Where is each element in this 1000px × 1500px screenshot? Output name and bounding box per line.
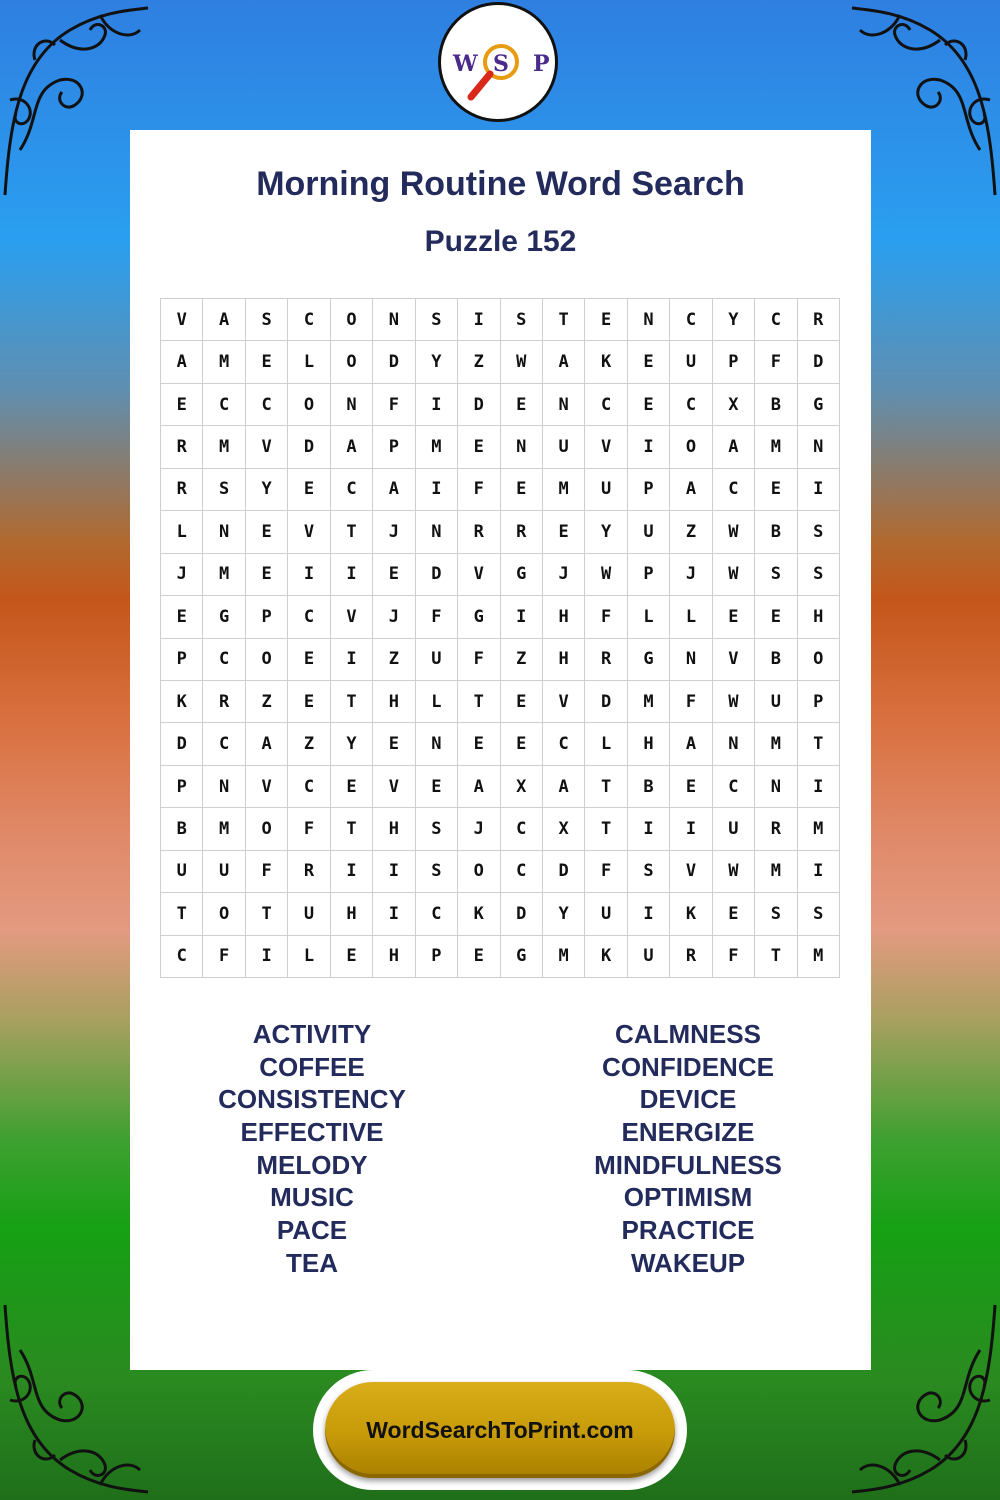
grid-cell[interactable]: G bbox=[458, 596, 500, 638]
grid-cell[interactable]: I bbox=[798, 851, 840, 893]
grid-cell[interactable]: I bbox=[246, 936, 288, 978]
grid-cell[interactable]: C bbox=[161, 936, 203, 978]
grid-cell[interactable]: I bbox=[331, 851, 373, 893]
grid-cell[interactable]: V bbox=[288, 511, 330, 553]
grid-cell[interactable]: F bbox=[713, 936, 755, 978]
grid-cell[interactable]: K bbox=[161, 681, 203, 723]
grid-cell[interactable]: T bbox=[798, 723, 840, 765]
grid-cell[interactable]: E bbox=[501, 681, 543, 723]
grid-cell[interactable]: A bbox=[670, 469, 712, 511]
grid-cell[interactable]: Y bbox=[585, 511, 627, 553]
grid-cell[interactable]: R bbox=[161, 469, 203, 511]
grid-cell[interactable]: E bbox=[628, 341, 670, 383]
grid-cell[interactable]: V bbox=[458, 554, 500, 596]
grid-cell[interactable]: S bbox=[416, 808, 458, 850]
word-item: ACTIVITY bbox=[252, 1019, 372, 1049]
grid-cell[interactable]: V bbox=[670, 851, 712, 893]
grid-cell[interactable]: G bbox=[501, 554, 543, 596]
grid-cell[interactable]: L bbox=[288, 936, 330, 978]
grid-cell[interactable]: G bbox=[501, 936, 543, 978]
grid-cell[interactable]: F bbox=[288, 808, 330, 850]
grid-cell[interactable]: C bbox=[331, 469, 373, 511]
grid-cell[interactable]: F bbox=[373, 384, 415, 426]
grid-cell[interactable]: T bbox=[585, 808, 627, 850]
grid-cell[interactable]: C bbox=[288, 766, 330, 808]
grid-cell[interactable]: E bbox=[331, 766, 373, 808]
grid-cell[interactable]: T bbox=[331, 511, 373, 553]
grid-cell[interactable]: A bbox=[246, 723, 288, 765]
grid-cell[interactable]: H bbox=[543, 639, 585, 681]
grid-cell[interactable]: B bbox=[628, 766, 670, 808]
grid-cell[interactable]: S bbox=[416, 851, 458, 893]
grid-cell[interactable]: E bbox=[501, 384, 543, 426]
word-item: CALMNESS bbox=[615, 1019, 761, 1049]
word-item: DEVICE bbox=[639, 1084, 737, 1115]
grid-cell[interactable]: O bbox=[203, 893, 245, 935]
grid-cell[interactable]: K bbox=[585, 936, 627, 978]
grid-cell[interactable]: C bbox=[203, 639, 245, 681]
word-item: EFFECTIVE bbox=[240, 1117, 384, 1148]
grid-cell[interactable]: P bbox=[373, 426, 415, 468]
grid-cell[interactable]: V bbox=[543, 681, 585, 723]
grid-cell[interactable]: M bbox=[755, 851, 797, 893]
grid-cell[interactable]: U bbox=[670, 341, 712, 383]
grid-cell[interactable]: A bbox=[331, 426, 373, 468]
grid-cell[interactable]: V bbox=[246, 426, 288, 468]
grid-cell[interactable]: E bbox=[246, 554, 288, 596]
grid-cell[interactable]: B bbox=[755, 384, 797, 426]
grid-cell[interactable]: M bbox=[798, 936, 840, 978]
grid-cell[interactable]: P bbox=[628, 469, 670, 511]
grid-cell[interactable]: E bbox=[458, 426, 500, 468]
grid-cell[interactable]: F bbox=[416, 596, 458, 638]
grid-cell[interactable]: P bbox=[628, 554, 670, 596]
grid-cell[interactable]: S bbox=[203, 469, 245, 511]
grid-cell[interactable]: V bbox=[713, 639, 755, 681]
grid-cell[interactable]: C bbox=[416, 893, 458, 935]
grid-cell[interactable]: U bbox=[161, 851, 203, 893]
word-list-right bbox=[538, 1018, 838, 1280]
grid-cell[interactable]: T bbox=[585, 766, 627, 808]
grid-cell[interactable]: R bbox=[458, 511, 500, 553]
page-title: Morning Routine Word Search bbox=[256, 165, 745, 203]
grid-cell[interactable]: N bbox=[373, 299, 415, 341]
grid-cell[interactable]: V bbox=[331, 596, 373, 638]
grid-cell[interactable]: E bbox=[458, 723, 500, 765]
grid-cell[interactable]: A bbox=[543, 766, 585, 808]
grid-cell[interactable]: W bbox=[501, 341, 543, 383]
grid-cell[interactable]: B bbox=[161, 808, 203, 850]
grid-cell[interactable]: M bbox=[798, 808, 840, 850]
grid-cell[interactable]: T bbox=[458, 681, 500, 723]
grid-cell[interactable]: T bbox=[755, 936, 797, 978]
grid-cell[interactable]: S bbox=[501, 299, 543, 341]
grid-cell[interactable]: N bbox=[543, 384, 585, 426]
puzzle-sheet bbox=[130, 130, 871, 1370]
grid-cell[interactable]: N bbox=[501, 426, 543, 468]
grid-cell[interactable]: O bbox=[246, 808, 288, 850]
grid-cell[interactable]: F bbox=[458, 469, 500, 511]
grid-cell[interactable]: F bbox=[755, 341, 797, 383]
grid-cell[interactable]: S bbox=[416, 299, 458, 341]
grid-cell[interactable]: N bbox=[628, 299, 670, 341]
grid-cell[interactable]: M bbox=[416, 426, 458, 468]
grid-cell[interactable]: S bbox=[798, 554, 840, 596]
grid-cell[interactable]: L bbox=[585, 723, 627, 765]
grid-cell[interactable]: Y bbox=[246, 469, 288, 511]
grid-cell[interactable]: T bbox=[331, 808, 373, 850]
grid-cell[interactable]: E bbox=[628, 384, 670, 426]
site-link-label[interactable]: WordSearchToPrint.com bbox=[325, 1382, 675, 1478]
logo-letter-p: P bbox=[533, 51, 550, 77]
grid-cell[interactable]: Y bbox=[713, 299, 755, 341]
corner-ornament-bottom-right bbox=[850, 1300, 1000, 1500]
grid-cell[interactable]: Z bbox=[373, 639, 415, 681]
grid-cell[interactable]: E bbox=[670, 766, 712, 808]
grid-cell[interactable]: E bbox=[161, 596, 203, 638]
grid-cell[interactable]: M bbox=[203, 426, 245, 468]
grid-cell[interactable]: I bbox=[373, 893, 415, 935]
grid-cell[interactable]: V bbox=[373, 766, 415, 808]
grid-cell[interactable]: P bbox=[161, 639, 203, 681]
grid-cell[interactable]: C bbox=[585, 384, 627, 426]
grid-cell[interactable]: H bbox=[628, 723, 670, 765]
grid-cell[interactable]: G bbox=[628, 639, 670, 681]
grid-cell[interactable]: O bbox=[458, 851, 500, 893]
grid-cell[interactable]: A bbox=[161, 341, 203, 383]
grid-cell[interactable]: M bbox=[203, 554, 245, 596]
grid-cell[interactable]: H bbox=[543, 596, 585, 638]
grid-cell[interactable]: C bbox=[501, 851, 543, 893]
grid-cell[interactable]: D bbox=[161, 723, 203, 765]
grid-cell[interactable]: O bbox=[670, 426, 712, 468]
grid-cell[interactable]: L bbox=[628, 596, 670, 638]
grid-cell[interactable]: G bbox=[203, 596, 245, 638]
grid-cell[interactable]: Z bbox=[458, 341, 500, 383]
grid-cell[interactable]: D bbox=[458, 384, 500, 426]
grid-cell[interactable]: N bbox=[203, 511, 245, 553]
grid-cell[interactable]: T bbox=[331, 681, 373, 723]
grid-cell[interactable]: X bbox=[713, 384, 755, 426]
grid-cell[interactable]: I bbox=[416, 469, 458, 511]
grid-cell[interactable]: H bbox=[798, 596, 840, 638]
grid-cell[interactable]: F bbox=[203, 936, 245, 978]
grid-cell[interactable]: H bbox=[373, 936, 415, 978]
grid-cell[interactable]: U bbox=[585, 893, 627, 935]
grid-cell[interactable]: D bbox=[543, 851, 585, 893]
grid-cell[interactable]: Z bbox=[501, 639, 543, 681]
grid-cell[interactable]: M bbox=[543, 469, 585, 511]
grid-cell[interactable]: N bbox=[755, 766, 797, 808]
grid-cell[interactable]: I bbox=[628, 808, 670, 850]
word-item: WAKEUP bbox=[630, 1247, 746, 1278]
site-link-button[interactable] bbox=[313, 1370, 687, 1490]
wsp-logo[interactable] bbox=[438, 2, 558, 122]
grid-cell[interactable]: N bbox=[670, 639, 712, 681]
grid-cell[interactable]: S bbox=[798, 511, 840, 553]
corner-ornament-bottom-left bbox=[0, 1300, 150, 1500]
grid-cell[interactable]: E bbox=[246, 341, 288, 383]
grid-cell[interactable]: T bbox=[246, 893, 288, 935]
grid-cell[interactable]: E bbox=[501, 723, 543, 765]
grid-cell[interactable]: I bbox=[331, 554, 373, 596]
grid-cell[interactable]: F bbox=[670, 681, 712, 723]
grid-cell[interactable]: C bbox=[203, 723, 245, 765]
grid-cell[interactable]: M bbox=[628, 681, 670, 723]
grid-cell[interactable]: D bbox=[501, 893, 543, 935]
grid-cell[interactable]: E bbox=[501, 469, 543, 511]
grid-cell[interactable]: F bbox=[585, 851, 627, 893]
grid-cell[interactable]: E bbox=[416, 766, 458, 808]
grid-cell[interactable]: A bbox=[543, 341, 585, 383]
grid-cell[interactable]: J bbox=[670, 554, 712, 596]
grid-cell[interactable]: E bbox=[755, 469, 797, 511]
grid-cell[interactable]: U bbox=[585, 469, 627, 511]
grid-cell[interactable]: I bbox=[288, 554, 330, 596]
grid-cell[interactable]: P bbox=[798, 681, 840, 723]
word-item: PACE bbox=[276, 1215, 348, 1246]
grid-cell[interactable]: Y bbox=[331, 723, 373, 765]
logo-letter-w: W bbox=[453, 51, 478, 77]
grid-cell[interactable]: S bbox=[755, 554, 797, 596]
grid-cell[interactable]: B bbox=[755, 639, 797, 681]
grid-cell[interactable]: I bbox=[670, 808, 712, 850]
grid-cell[interactable]: E bbox=[288, 639, 330, 681]
grid-cell[interactable]: D bbox=[416, 554, 458, 596]
grid-cell[interactable]: F bbox=[585, 596, 627, 638]
grid-cell[interactable]: B bbox=[755, 511, 797, 553]
word-item: MINDFULNESS bbox=[594, 1149, 782, 1180]
grid-cell[interactable]: I bbox=[628, 426, 670, 468]
grid-cell[interactable]: E bbox=[288, 469, 330, 511]
grid-cell[interactable]: S bbox=[628, 851, 670, 893]
grid-cell[interactable]: R bbox=[755, 808, 797, 850]
grid-cell[interactable]: N bbox=[798, 426, 840, 468]
grid-cell[interactable]: Z bbox=[670, 511, 712, 553]
grid-cell[interactable]: E bbox=[288, 681, 330, 723]
grid-cell[interactable]: N bbox=[713, 723, 755, 765]
word-item: CONFIDENCE bbox=[602, 1051, 774, 1082]
corner-ornament-top-left bbox=[0, 0, 150, 200]
grid-cell[interactable]: J bbox=[373, 596, 415, 638]
grid-cell[interactable]: D bbox=[373, 341, 415, 383]
grid-cell[interactable]: I bbox=[416, 384, 458, 426]
grid-cell[interactable]: I bbox=[331, 639, 373, 681]
grid-cell[interactable]: Y bbox=[543, 893, 585, 935]
grid-cell[interactable]: U bbox=[416, 639, 458, 681]
grid-cell[interactable]: Y bbox=[416, 341, 458, 383]
grid-cell[interactable]: V bbox=[585, 426, 627, 468]
grid-cell[interactable]: U bbox=[288, 893, 330, 935]
grid-cell[interactable]: Z bbox=[288, 723, 330, 765]
grid-cell[interactable]: A bbox=[373, 469, 415, 511]
grid-cell[interactable]: R bbox=[798, 299, 840, 341]
grid-cell[interactable]: C bbox=[246, 384, 288, 426]
grid-cell[interactable]: E bbox=[713, 893, 755, 935]
grid-cell[interactable]: W bbox=[713, 511, 755, 553]
grid-cell[interactable]: O bbox=[288, 384, 330, 426]
grid-cell[interactable]: R bbox=[203, 681, 245, 723]
word-item: MELODY bbox=[256, 1149, 368, 1180]
grid-cell[interactable]: I bbox=[628, 893, 670, 935]
grid-cell[interactable]: U bbox=[543, 426, 585, 468]
grid-cell[interactable]: A bbox=[670, 723, 712, 765]
grid-cell[interactable]: S bbox=[246, 299, 288, 341]
grid-cell[interactable]: F bbox=[246, 851, 288, 893]
grid-cell[interactable]: L bbox=[416, 681, 458, 723]
grid-cell[interactable]: M bbox=[203, 808, 245, 850]
word-list-left bbox=[162, 1018, 462, 1280]
word-item: CONSISTENCY bbox=[218, 1084, 406, 1115]
grid-cell[interactable]: I bbox=[798, 469, 840, 511]
grid-cell[interactable]: L bbox=[670, 596, 712, 638]
grid-cell[interactable]: O bbox=[246, 639, 288, 681]
grid-cell[interactable]: R bbox=[501, 511, 543, 553]
grid-cell[interactable]: E bbox=[755, 596, 797, 638]
grid-cell[interactable]: S bbox=[755, 893, 797, 935]
grid-cell[interactable]: Z bbox=[246, 681, 288, 723]
grid-cell[interactable]: X bbox=[501, 766, 543, 808]
grid-cell[interactable]: R bbox=[585, 639, 627, 681]
grid-cell[interactable]: D bbox=[798, 341, 840, 383]
grid-cell[interactable]: C bbox=[543, 723, 585, 765]
grid-cell[interactable]: C bbox=[713, 766, 755, 808]
grid-cell[interactable]: R bbox=[161, 426, 203, 468]
grid-cell[interactable]: P bbox=[713, 341, 755, 383]
grid-cell[interactable]: N bbox=[331, 384, 373, 426]
grid-cell[interactable]: W bbox=[585, 554, 627, 596]
grid-cell[interactable]: M bbox=[543, 936, 585, 978]
grid-cell[interactable]: T bbox=[543, 299, 585, 341]
grid-cell[interactable]: J bbox=[161, 554, 203, 596]
grid-cell[interactable]: E bbox=[246, 511, 288, 553]
grid-cell[interactable]: P bbox=[416, 936, 458, 978]
word-item: PRACTICE bbox=[621, 1215, 755, 1246]
grid-cell[interactable]: C bbox=[501, 808, 543, 850]
grid-cell[interactable]: C bbox=[755, 299, 797, 341]
logo-letter-s: S bbox=[493, 51, 509, 77]
grid-cell[interactable]: T bbox=[161, 893, 203, 935]
grid-cell[interactable]: H bbox=[331, 893, 373, 935]
corner-ornament-top-right bbox=[850, 0, 1000, 200]
grid-cell[interactable]: S bbox=[798, 893, 840, 935]
grid-cell[interactable]: H bbox=[373, 808, 415, 850]
grid-cell[interactable]: I bbox=[458, 299, 500, 341]
grid-cell[interactable]: C bbox=[670, 384, 712, 426]
grid-cell[interactable]: E bbox=[331, 936, 373, 978]
grid-cell[interactable]: H bbox=[373, 681, 415, 723]
grid-cell[interactable]: I bbox=[373, 851, 415, 893]
grid-cell[interactable]: A bbox=[203, 299, 245, 341]
grid-cell[interactable]: U bbox=[755, 681, 797, 723]
grid-cell[interactable]: N bbox=[203, 766, 245, 808]
grid-cell[interactable]: O bbox=[331, 341, 373, 383]
word-item: MUSIC bbox=[270, 1182, 354, 1213]
grid-cell[interactable]: U bbox=[628, 936, 670, 978]
grid-cell[interactable]: P bbox=[246, 596, 288, 638]
grid-cell[interactable]: C bbox=[203, 384, 245, 426]
grid-cell[interactable]: J bbox=[458, 808, 500, 850]
grid-cell[interactable]: O bbox=[798, 639, 840, 681]
grid-cell[interactable]: L bbox=[161, 511, 203, 553]
grid-cell[interactable]: J bbox=[543, 554, 585, 596]
grid-cell[interactable]: R bbox=[670, 936, 712, 978]
grid-cell[interactable]: N bbox=[416, 511, 458, 553]
grid-cell[interactable]: C bbox=[288, 299, 330, 341]
grid-cell[interactable]: E bbox=[585, 299, 627, 341]
letter-grid bbox=[160, 298, 840, 978]
grid-cell[interactable]: R bbox=[288, 851, 330, 893]
grid-cell[interactable]: M bbox=[755, 426, 797, 468]
grid-cell[interactable]: I bbox=[798, 766, 840, 808]
grid-cell[interactable]: E bbox=[161, 384, 203, 426]
grid-cell[interactable]: O bbox=[331, 299, 373, 341]
grid-cell[interactable]: W bbox=[713, 851, 755, 893]
grid-cell[interactable]: N bbox=[416, 723, 458, 765]
grid-cell[interactable]: U bbox=[203, 851, 245, 893]
grid-cell[interactable]: A bbox=[713, 426, 755, 468]
grid-cell[interactable]: P bbox=[161, 766, 203, 808]
grid-cell[interactable]: I bbox=[501, 596, 543, 638]
grid-cell[interactable]: V bbox=[161, 299, 203, 341]
grid-cell[interactable]: J bbox=[373, 511, 415, 553]
grid-cell[interactable]: K bbox=[670, 893, 712, 935]
grid-cell[interactable]: W bbox=[713, 554, 755, 596]
grid-cell[interactable]: W bbox=[713, 681, 755, 723]
word-item: ENERGIZE bbox=[621, 1117, 755, 1148]
grid-cell[interactable]: E bbox=[543, 511, 585, 553]
word-item: OPTIMISM bbox=[623, 1182, 753, 1213]
grid-cell[interactable]: V bbox=[246, 766, 288, 808]
grid-cell[interactable]: C bbox=[713, 469, 755, 511]
grid-cell[interactable]: U bbox=[628, 511, 670, 553]
word-item: COFFEE bbox=[259, 1051, 365, 1082]
grid-cell[interactable]: E bbox=[458, 936, 500, 978]
puzzle-number: Puzzle 152 bbox=[424, 225, 577, 258]
grid-cell[interactable]: F bbox=[458, 639, 500, 681]
grid-cell[interactable]: L bbox=[288, 341, 330, 383]
grid-cell[interactable]: M bbox=[755, 723, 797, 765]
grid-cell[interactable]: K bbox=[585, 341, 627, 383]
grid-cell[interactable]: E bbox=[713, 596, 755, 638]
grid-cell[interactable]: D bbox=[585, 681, 627, 723]
grid-cell[interactable]: C bbox=[670, 299, 712, 341]
grid-cell[interactable]: E bbox=[373, 554, 415, 596]
grid-cell[interactable]: A bbox=[458, 766, 500, 808]
grid-cell[interactable]: E bbox=[373, 723, 415, 765]
grid-cell[interactable]: X bbox=[543, 808, 585, 850]
grid-cell[interactable]: M bbox=[203, 341, 245, 383]
grid-cell[interactable]: D bbox=[288, 426, 330, 468]
grid-cell[interactable]: K bbox=[458, 893, 500, 935]
grid-cell[interactable]: U bbox=[713, 808, 755, 850]
grid-cell[interactable]: G bbox=[798, 384, 840, 426]
word-item: TEA bbox=[286, 1247, 338, 1278]
grid-cell[interactable]: C bbox=[288, 596, 330, 638]
